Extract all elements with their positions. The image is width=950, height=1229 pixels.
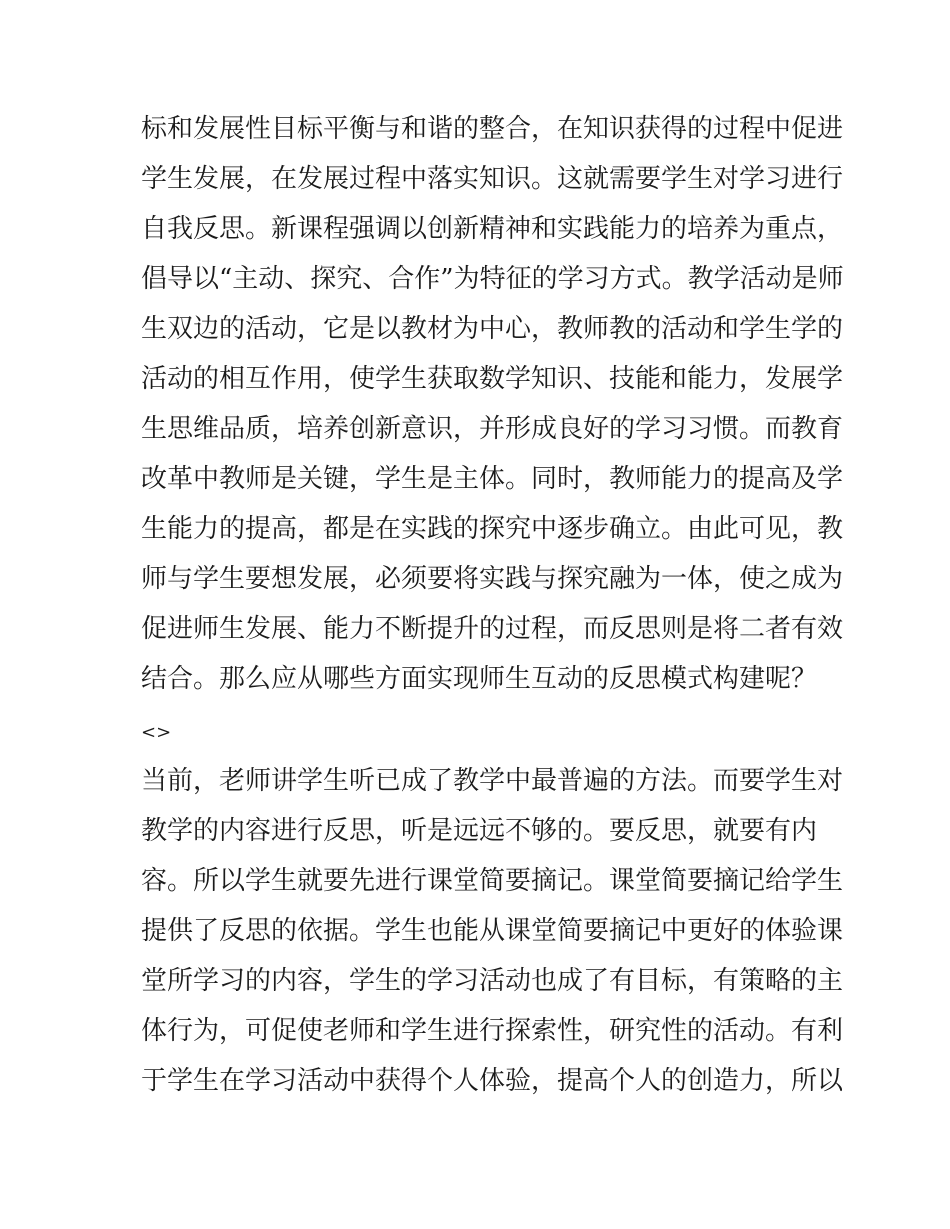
paragraph-2	[141, 756, 844, 1106]
paragraph-1	[141, 104, 844, 704]
text-line: 教学的内容进行反思，听是远远不够的。要反思，就要有内	[141, 816, 818, 846]
text-line: 标和发展性目标平衡与和谐的整合，在知识获得的过程中促进	[141, 114, 844, 144]
text-line: 自我反思。新课程强调以创新精神和实践能力的培养为重点，	[141, 214, 844, 244]
text-line: 促进师生发展、能力不断提升的过程，而反思则是将二者有效	[141, 614, 844, 644]
text-line: 堂所学习的内容，学生的学习活动也成了有目标，有策略的主	[141, 966, 844, 996]
text-line: 倡导以“主动、探究、合作”为特征的学习方式。教学活动是师	[141, 264, 844, 294]
text-line: 师与学生要想发展，必须要将实践与探究融为一体，使之成为	[141, 564, 844, 594]
text-line: 改革中教师是关键，学生是主体。同时，教师能力的提高及学	[141, 464, 844, 494]
text-line: 生能力的提高，都是在实践的探究中逐步确立。由此可见，教	[141, 514, 844, 544]
text-line: 当前，老师讲学生听已成了教学中最普遍的方法。而要学生对	[141, 766, 844, 796]
text-line: 体行为，可促使老师和学生进行探索性，研究性的活动。有利	[141, 1016, 844, 1046]
text-line: 活动的相互作用，使学生获取数学知识、技能和能力，发展学	[141, 364, 844, 394]
text-line: 容。所以学生就要先进行课堂简要摘记。课堂简要摘记给学生	[141, 866, 844, 896]
text-line: 于学生在学习活动中获得个人体验，提高个人的创造力，所以	[141, 1066, 844, 1096]
text-line: 结合。那么应从哪些方面实现师生互动的反思模式构建呢？	[141, 664, 818, 694]
text-line: 生双边的活动，它是以教材为中心，教师教的活动和学生学的	[141, 314, 844, 344]
text-line: 生思维品质，培养创新意识，并形成良好的学习习惯。而教育	[141, 414, 844, 444]
section-marker: <>	[141, 722, 172, 743]
text-line: 提供了反思的依据。学生也能从课堂简要摘记中更好的体验课	[141, 916, 844, 946]
text-line: 学生发展，在发展过程中落实知识。这就需要学生对学习进行	[141, 164, 844, 194]
